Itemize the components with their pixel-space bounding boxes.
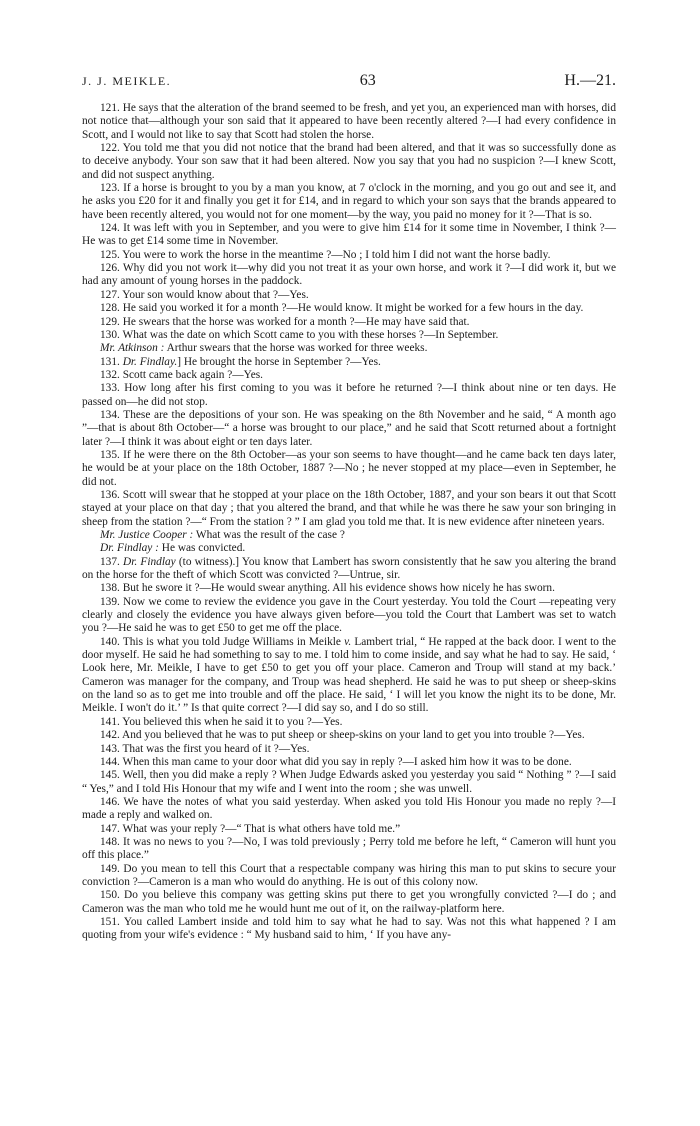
transcript-paragraph: 121. He says that the alteration of the brand seemed to be fresh, and yet you, an experienced man with horses, did not notice that—although your son said that it appeared to have been recently altered ?—I had every confidence in Scott, and I would not like to say that Scott had stolen the horse. bbox=[82, 102, 616, 141]
transcript-paragraph: Mr. Justice Cooper : What was the result of the case ? bbox=[100, 529, 345, 541]
transcript-paragraph: 133. How long after his first coming to you was it before he returned ?—I think about nine or ten days. He passed on—he did not stop. bbox=[82, 382, 616, 408]
transcript-paragraph: 125. You were to work the horse in the meantime ?—No ; I told him I did not want the horse badly. bbox=[100, 248, 551, 261]
transcript-paragraph: 140. This is what you told Judge Williams in Meikle v. Lambert trial, “ He rapped at the back door. I went to the door myself. He said he had something to say to me. I told him to come inside, and say what he had to say. He said, ‘ Look here, Mr. Meikle, I have to get £50 to get you off your place. Cameron and Troup will stand at my back.’ Cameron was manager for the company, and Troup was head shepherd. He said he was to put sheep or sheep-skins on the land so as to get me into trouble and off the place. He said, ‘ I will let you know the night its to be done, Mr. Meikle. I won't do it.’ ” Is that quite correct ?—I did say so, and I do so still. bbox=[82, 635, 616, 715]
header-witness-name: J. J. MEIKLE. bbox=[82, 74, 172, 88]
transcript-paragraph: 132. Scott came back again ?—Yes. bbox=[100, 368, 263, 381]
transcript-paragraph: 123. If a horse is brought to you by a man you know, at 7 o'clock in the morning, and you go out and see it, and he asks you £20 for it and finally you get it for £14, and in regard to which your son says that the brands appeared to have been recently altered, you would not for one moment—by the way, you paid no money for it ?—That is so. bbox=[82, 182, 616, 221]
transcript-paragraph: 122. You told me that you did not notice that the brand had been altered, and that it was so successfully done as to deceive anybody. Your son saw that it had been altered. Now you say that you had no suspicion ?—I knew Scott, and did not suspect anything. bbox=[82, 142, 616, 181]
transcript-paragraph: 145. Well, then you did make a reply ? When Judge Edwards asked you yesterday you said “ Nothing ” ?—I said “ Yes,” and I told His Honour that my wife and I went into the room ; she was unwell. bbox=[82, 769, 616, 795]
transcript-paragraph: 126. Why did you not work it—why did you not treat it as your own horse, and work it ?—I did work it, but we had any amount of young horses in the paddock. bbox=[82, 262, 616, 288]
transcript-paragraph: 128. He said you worked it for a month ?—He would know. It might be worked for a few hours in the day. bbox=[100, 302, 584, 315]
document-reference: H.—21. bbox=[564, 72, 616, 89]
page-header bbox=[82, 72, 616, 102]
transcript-paragraph: 135. If he were there on the 8th October—as your son seems to have thought—and he came back ten days later, he would be at your place on the 18th October, 1887 ?—No ; he never stopped at my place—even in September, he did not. bbox=[82, 448, 616, 488]
transcript-paragraph: 141. You believed this when he said it to you ?—Yes. bbox=[100, 715, 343, 728]
transcript-paragraph: 134. These are the depositions of your son. He was speaking on the 8th November and he said, “ A month ago ”—that is about 8th October—“ a horse was brought to our place,” and he said that Scott returned about a fortnight later ?—I think it was about eight or ten days later. bbox=[82, 408, 616, 448]
transcript-paragraph: 144. When this man came to your door what did you say in reply ?—I asked him how it was to be done. bbox=[100, 755, 572, 768]
page-number: 63 bbox=[359, 72, 376, 89]
transcript-paragraph: 127. Your son would know about that ?—Yes. bbox=[100, 288, 309, 301]
transcript-paragraph: 151. You called Lambert inside and told him to say what he had to say. Was not this what happened ? I am quoting from your wife's evidence : “ My husband said to him, ‘ If you have any- bbox=[82, 915, 616, 942]
transcript-paragraph: Mr. Atkinson : Arthur swears that the horse was worked for three weeks. bbox=[100, 342, 428, 355]
transcript-paragraph: 138. But he swore it ?—He would swear anything. All his evidence shows how nicely he has sworn. bbox=[100, 582, 555, 595]
transcript-paragraph: 148. It was no news to you ?—No, I was told previously ; Perry told me before he left, “ Cameron will hunt you off this place.” bbox=[82, 835, 616, 862]
transcript-paragraph: 139. Now we come to review the evidence you gave in the Court yesterday. You told the Court —repeating very clearly and closely the evidence you have always given before—you told the Court that Lambert was set to watch you ?—He said he was to get £50 to get me off the place. bbox=[82, 595, 616, 635]
transcript-paragraph: 150. Do you believe this company was getting skins put there to get you wrongfully convicted ?—I do ; and Cameron was the man who told me he would hunt me out of it, on the railway-platform here. bbox=[82, 889, 616, 915]
transcript-paragraph: 129. He swears that the horse was worked for a month ?—He may have said that. bbox=[100, 315, 470, 328]
transcript-paragraph: 147. What was your reply ?—“ That is what others have told me.” bbox=[100, 822, 401, 835]
transcript-paragraph: 137. Dr. Findlay (to witness).] You know that Lambert has sworn consistently that he saw you altering the brand on the horse for the theft of which Scott was convicted ?—Untrue, sir. bbox=[82, 555, 616, 582]
transcript-paragraph: 142. And you believed that he was to put sheep or sheep-skins on your land to get you into trouble ?—Yes. bbox=[100, 729, 585, 742]
transcript-paragraph: 146. We have the notes of what you said yesterday. When asked you told His Honour you made no reply ?—I made a reply and walked on. bbox=[82, 795, 616, 822]
transcript-paragraph: 124. It was left with you in September, and you were to give him £14 for it some time in November, I think ?—He was to get £14 some time in November. bbox=[82, 222, 616, 248]
transcript-paragraph: 130. What was the date on which Scott came to you with these horses ?—In September. bbox=[100, 328, 499, 341]
transcript-paragraph: Dr. Findlay : He was convicted. bbox=[100, 542, 246, 555]
transcript-paragraph: 149. Do you mean to tell this Court that a respectable company was hiring this man to put skins to secure your conviction ?—Cameron is a man who would do anything. He is out of this colony now. bbox=[82, 862, 616, 888]
transcript-paragraph: 143. That was the first you heard of it ?—Yes. bbox=[100, 742, 310, 755]
transcript-paragraph: 136. Scott will swear that he stopped at your place on the 18th October, 1887, and your son bears it out that Scott stayed at your place on that day ; that you altered the brand, and that while he was there he saw your son bringing in sheep from the station ?—“ From the station ? ” I am glad you told me that. It is new evidence after nineteen years. bbox=[82, 488, 616, 528]
transcript-paragraph: 131. Dr. Findlay.] He brought the horse in September ?—Yes. bbox=[100, 355, 381, 368]
transcript-body bbox=[82, 102, 616, 943]
